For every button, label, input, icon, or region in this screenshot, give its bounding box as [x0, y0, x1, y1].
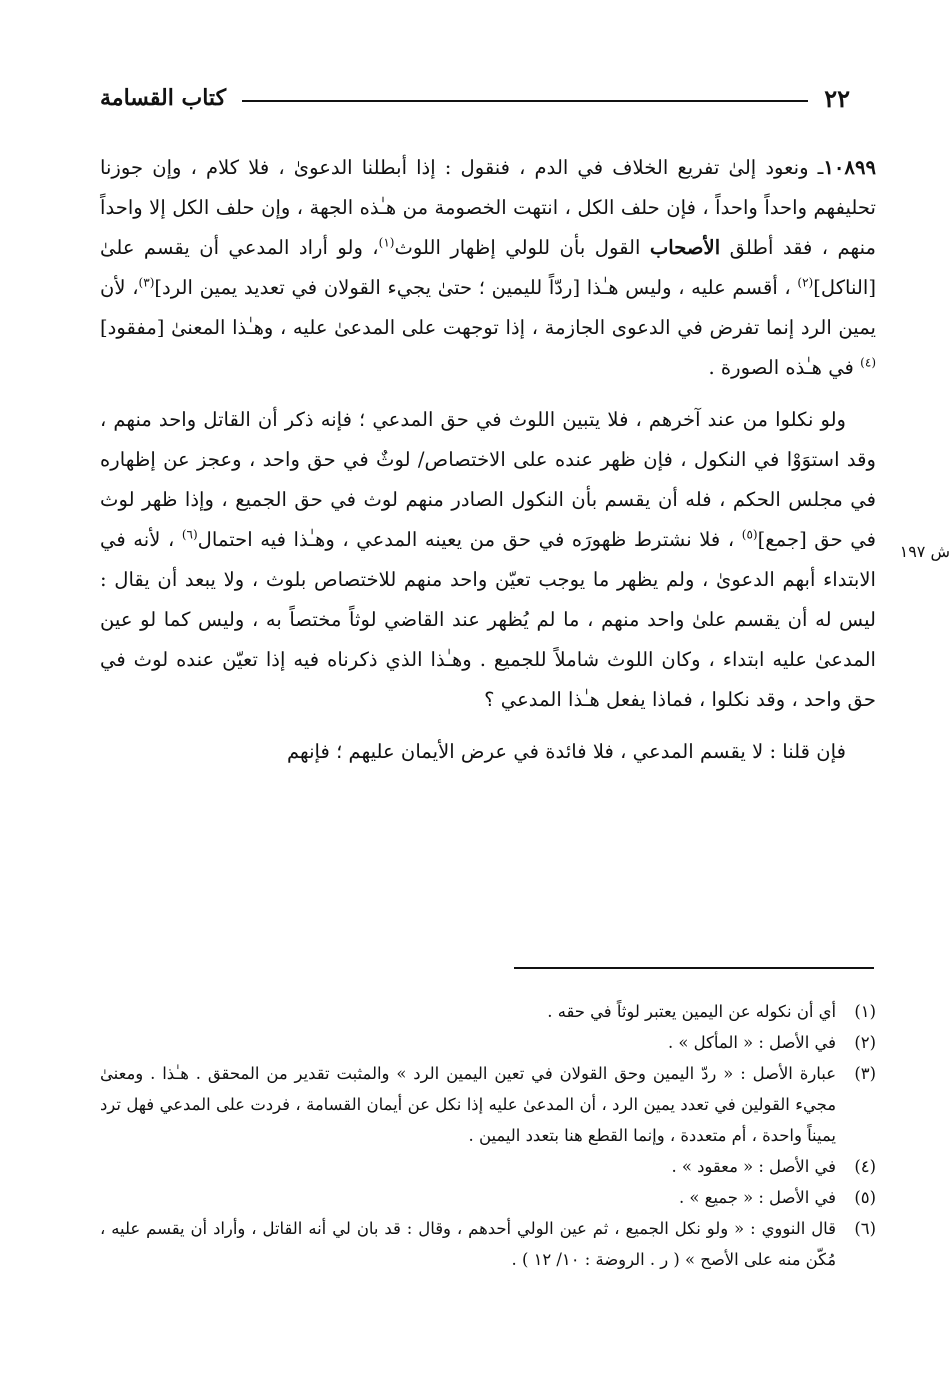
main-text	[100, 148, 876, 784]
paragraph-text: القول بأن للولي إظهار اللوث	[394, 236, 641, 259]
chapter-title: كتاب القسامة	[100, 85, 227, 111]
footnote-text: في الأصل : « جميع » .	[678, 1188, 836, 1207]
paragraph-text: ولو نكلوا من عند آخرهم ، فلا يتبين اللوث في حق المدعي ؛ فإنه ذكر أن القاتل واحد منهم ، وقد استوَوْا في النكول ، فإن ظهر عنده على الاختصاص/ لوثٌ في حق واحد ، وعجز عن إظهاره في مجلس الحكم ، فله أن يقسم بأن النكول الصادر منهم لوث في حق الجميع ، وإذا ظهر لوث في حق [جمع]	[100, 408, 876, 551]
margin-manuscript-ref: ش ١٩٧	[899, 542, 950, 561]
footnote-item	[100, 1182, 876, 1213]
footnote-ref-6[interactable]: (٦)	[181, 527, 198, 542]
paragraph-3: فإن قلنا : لا يقسم المدعي ، فلا فائدة في عرض الأيمان عليهم ؛ فإنهم	[287, 740, 846, 763]
footnote-text: في الأصل : « المأكل » .	[667, 1033, 836, 1052]
footnotes	[100, 996, 876, 1275]
footnote-text: أي أن نكوله عن اليمين يعتبر لوثاً في حقه .	[547, 1002, 836, 1021]
footnote-number: (٦)	[854, 1219, 876, 1238]
footnote-text: قال النووي : « ولو نكل الجميع ، ثم عين الولي أحدهم ، وقال : قد بان لي أنه القاتل ، وأراد أن يقسم عليه ، مُكّن منه على الأصح » ( ر . الروضة : ١٠/ ١٢ ) .	[100, 1219, 836, 1269]
footnote-ref-4[interactable]: (٤)	[860, 355, 876, 370]
footnote-number: (٤)	[854, 1157, 876, 1176]
paragraph-text: في هـٰذه الصورة .	[708, 356, 854, 379]
footnote-item	[100, 996, 876, 1027]
footnote-item	[100, 1027, 876, 1058]
paragraph-2	[100, 400, 876, 720]
footnote-number: (١)	[854, 1002, 876, 1021]
footnote-text: عبارة الأصل : « ردّ اليمين وحق القولان في تعين اليمين الرد » والمثبت تقدير من المحقق . هـٰذا . ومعنىٰ مجيء القولين في تعدد يمين الرد ، أن المدعىٰ عليه إذا نكل عن أيمان القسامة ، فردت على المدعي فهل ترد يميناً واحدة ، أم متعددة ، وإنما القطع هنا بتعدد اليمين .	[100, 1064, 836, 1145]
footnote-number: (٣)	[854, 1064, 876, 1083]
footnote-number: (٢)	[854, 1033, 876, 1052]
bold-term: الأصحاب	[649, 236, 721, 259]
header-rule	[242, 100, 808, 102]
paragraph-text: ، فلا نشترط ظهورَه في حق من يعينه المدعي ، وهـٰذا فيه احتمال	[197, 528, 735, 551]
paragraph-text: ـ ونعود إلىٰ تفريع الخلاف في الدم ، فنقول : إذا أبطلنا الدعوىٰ ، فلا كلام ، وإن جوزنا تحليفهم واحداً واحداً ، فإن حلف الكل ، انتهت الخصومة من هـٰذه الجهة ، وإن حلف الكل إلا واحداً منهم ، فقد أطلق	[100, 156, 876, 259]
paragraph-entry-10899	[100, 148, 876, 388]
footnote-item	[100, 1058, 876, 1151]
footnote-item	[100, 1151, 876, 1182]
footnote-ref-1[interactable]: (١)	[378, 235, 395, 250]
footnote-separator	[514, 967, 874, 969]
page-number: ٢٢	[824, 83, 850, 113]
footnote-ref-5[interactable]: (٥)	[741, 527, 758, 542]
paragraph-text: ، أقسم عليه ، وليس هـٰذا [ردّاً لليمين ؛ حتىٰ يجيء القولان في تعديد يمين الرد]	[154, 276, 791, 299]
footnote-text: في الأصل : « معقود » .	[671, 1157, 836, 1176]
footnote-ref-2[interactable]: (٢)	[797, 275, 814, 290]
entry-number: ١٠٨٩٩	[823, 156, 876, 179]
paragraph-text: ، ولو أراد المدعي أن يقسم علىٰ [الناكل]	[100, 236, 876, 299]
footnote-ref-3[interactable]: (٣)	[138, 275, 155, 290]
footnote-item	[100, 1213, 876, 1275]
paragraph-text: ، لأن يمين الرد إنما تفرض في الدعوى الجازمة ، إذا توجهت على المدعىٰ عليه ، وهـٰذا المعنىٰ [مفقود]	[100, 276, 876, 339]
running-header	[100, 80, 850, 116]
footnote-number: (٥)	[854, 1188, 876, 1207]
paragraph-text: ، لأنه في الابتداء أبهم الدعوىٰ ، ولم يظهر ما يوجب تعيّن واحد منهم للاختصاص بلوث ، ولا يبعد أن يقال : ليس له أن يقسم علىٰ واحد منهم ، ما لم يُظهر عند القاضي لوثاً مختصاً به ، وليس كما لو عين المدعىٰ عليه ابتداء ، وكان اللوث شاملاً للجميع . وهـٰذا الذي ذكرناه فيه إذا تعيّن عنده لوث في حق واحد ، وقد نكلوا ، فماذا يفعل هـٰذا المدعي ؟	[100, 528, 877, 711]
